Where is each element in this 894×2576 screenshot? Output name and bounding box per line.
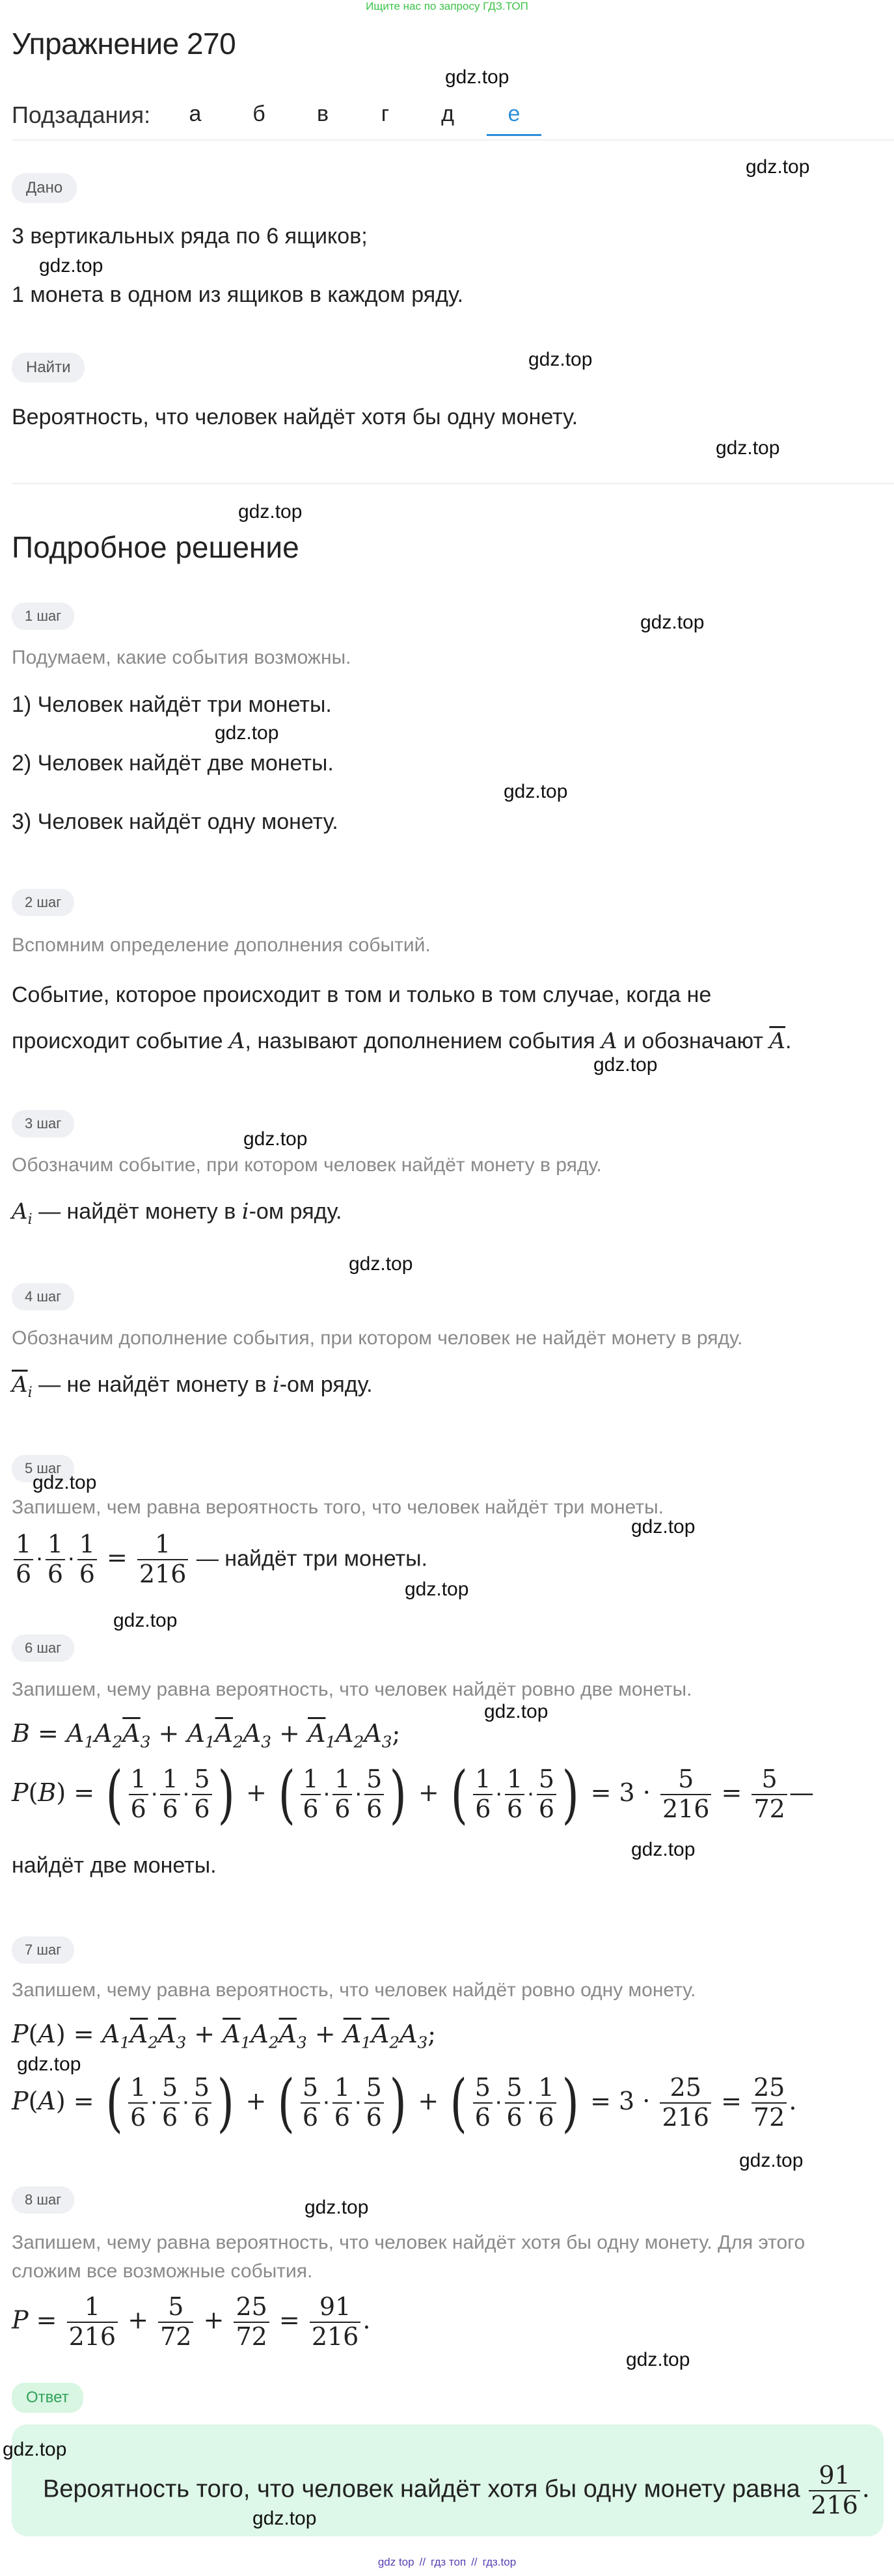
step-6-formula-b: $B = A_1A_2\overline{A}_3 + A_1\overline{A}_2A_3 + \overline{A}_1A_2A_3$; <box>12 1719 401 1752</box>
step-7-hint: Запишем, чему равна вероятность, что человек найдёт ровно одну монету. <box>12 1979 696 2001</box>
separator: // <box>419 2556 426 2568</box>
tab-v[interactable]: в <box>316 102 329 126</box>
step-5-pill: 5 шаг <box>12 1455 74 1482</box>
watermark: gdz.top <box>252 2508 317 2529</box>
active-tab-indicator <box>487 134 541 136</box>
step-8-hint-1: Запишем, чему равна вероятность, что человек найдёт хотя бы одну монету. Для этого <box>12 2232 806 2253</box>
answer-text: Вероятность того, что человек найдёт хотя бы одну монету равна $\frac{91}{216}$ . <box>43 2461 870 2519</box>
watermark: gdz.top <box>631 1516 696 1538</box>
watermark: gdz.top <box>349 1253 413 1275</box>
watermark: gdz.top <box>305 2197 369 2218</box>
step-3-hint: Обозначим событие, при котором человек найдёт монету в ряду. <box>12 1154 602 1176</box>
watermark: gdz.top <box>746 156 810 178</box>
step-2-hint: Вспомним определение дополнения событий. <box>12 934 431 956</box>
given-line-2: 1 монета в одном из ящиков в каждом ряду. <box>12 282 464 307</box>
step-8-pill: 8 шаг <box>12 2186 74 2214</box>
step-6-formula-p: P(B) = ( $\frac{1}{6}$ · $\frac{1}{6}$ · $\frac{5}{6}$ ) + ( $\frac{1}{6}$ · $\frac{1}{6}$ · $\frac{5}{6}$ ) + ( $\frac{1}{6}$ · $\frac{1}{6}$ · $\frac{5}{6}$ ) = 3 · $\frac{5}{216}$ = $\frac{5}{72}$ — <box>12 1758 814 1831</box>
step-6-tail: найдёт две монеты. <box>12 1853 217 1878</box>
watermark: gdz.top <box>631 1839 696 1860</box>
step-2-line-1: Событие, которое происходит в том и только в том случае, когда не <box>12 983 712 1007</box>
step-3-pill: 3 шаг <box>12 1110 74 1137</box>
watermark: gdz.top <box>484 1701 549 1722</box>
page-title: Упражнение 270 <box>12 27 236 61</box>
solution-title: Подробное решение <box>12 530 299 564</box>
find-text: Вероятность, что человек найдёт хотя бы одну монету. <box>12 405 578 429</box>
watermark: gdz.top <box>445 66 509 88</box>
step-1-item: 2) Человек найдёт две монеты. <box>12 751 334 776</box>
watermark: gdz.top <box>528 349 593 370</box>
watermark: gdz.top <box>17 2054 81 2075</box>
tab-a[interactable]: а <box>189 102 202 126</box>
top-search-link[interactable]: Ищите нас по запросу ГДЗ.ТОП <box>366 0 528 12</box>
watermark: gdz.top <box>243 1128 308 1150</box>
tab-e[interactable]: е <box>508 102 521 126</box>
step-4-pill: 4 шаг <box>12 1283 74 1310</box>
watermark: gdz.top <box>3 2439 67 2460</box>
watermark: gdz.top <box>739 2150 804 2171</box>
step-1-hint: Подумаем, какие события возможны. <box>12 647 351 668</box>
step-1-pill: 1 шаг <box>12 603 74 630</box>
step-6-pill: 6 шаг <box>12 1634 74 1662</box>
divider <box>12 139 894 141</box>
separator: // <box>471 2556 478 2568</box>
step-1-item: 1) Человек найдёт три монеты. <box>12 692 332 717</box>
tab-d[interactable]: д <box>441 102 454 126</box>
watermark: gdz.top <box>215 722 279 744</box>
step-7-pill: 7 шаг <box>12 1936 74 1964</box>
step-1-item: 3) Человек найдёт одну монету. <box>12 809 338 834</box>
watermark: gdz.top <box>593 1054 658 1076</box>
tab-g[interactable]: г <box>381 102 390 126</box>
step-7-formula-a: $P(A) = A_1\overline{A}_2\overline{A}_3 + \overline{A}_1A_2\overline{A}_3 + \overline{A}_1\overline{A}_2A_3$; <box>12 2020 437 2052</box>
step-5-hint: Запишем, чем равна вероятность того, что человек найдёт три монеты. <box>12 1497 664 1518</box>
watermark: gdz.top <box>716 437 780 459</box>
bottom-links <box>0 2556 894 2569</box>
step-2-pill: 2 шаг <box>12 889 74 916</box>
step-4-hint: Обозначим дополнение события, при котором человек не найдёт монету в ряду. <box>12 1327 743 1349</box>
given-line-1: 3 вертикальных ряда по 6 ящиков; <box>12 224 368 249</box>
divider <box>12 483 894 484</box>
watermark: gdz.top <box>405 1579 469 1600</box>
step-8-formula: P = $\frac{1}{216}$ + $\frac{5}{72}$ + $\frac{25}{72}$ = $\frac{91}{216}$ . <box>12 2292 371 2351</box>
step-5-formula: $\frac{1}{6}$ · $\frac{1}{6}$ · $\frac{1}{6}$ = $\frac{1}{216}$ — найдёт три монеты. <box>12 1530 427 1588</box>
step-4-formula: $\overline{A}_i$ — не найдёт монету в i-ом ряду. <box>12 1372 373 1401</box>
given-pill: Дано <box>12 173 77 203</box>
watermark: gdz.top <box>238 501 303 522</box>
step-6-hint: Запишем, чему равна вероятность, что человек найдёт ровно две монеты. <box>12 1679 692 1700</box>
bottom-link-gdz-dot-top[interactable]: гдз.top <box>482 2556 517 2568</box>
step-8-hint-2: сложим все возможные события. <box>12 2260 313 2282</box>
find-pill: Найти <box>12 353 85 383</box>
watermark: gdz.top <box>640 612 705 633</box>
watermark: gdz.top <box>39 255 103 277</box>
step-7-formula-p: P(A) = ( $\frac{1}{6}$ · $\frac{5}{6}$ · $\frac{5}{6}$ ) + ( $\frac{5}{6}$ · $\frac{1}{6}$ · $\frac{5}{6}$ ) + ( $\frac{5}{6}$ · $\frac{5}{6}$ · $\frac{1}{6}$ ) = 3 · $\frac{25}{216}$ = $\frac{25}{72}$ . <box>12 2067 797 2139</box>
watermark: gdz.top <box>33 1472 97 1493</box>
watermark: gdz.top <box>113 1610 178 1631</box>
bottom-link-gdz-top[interactable]: gdz top <box>377 2556 414 2568</box>
step-3-formula: $A_i$ — найдёт монету в i-ом ряду. <box>12 1199 342 1228</box>
watermark: gdz.top <box>504 781 568 802</box>
answer-pill: Ответ <box>12 2383 83 2413</box>
tab-b[interactable]: б <box>252 102 265 126</box>
bottom-link-gdz-top-ru[interactable]: гдз топ <box>431 2556 467 2568</box>
subtasks-label: Подзадания: <box>12 102 151 128</box>
watermark: gdz.top <box>626 2349 690 2370</box>
step-2-line-2: происходит событие A, называют дополнением события A и обозначают $\overline{A}$. <box>12 1028 792 1054</box>
